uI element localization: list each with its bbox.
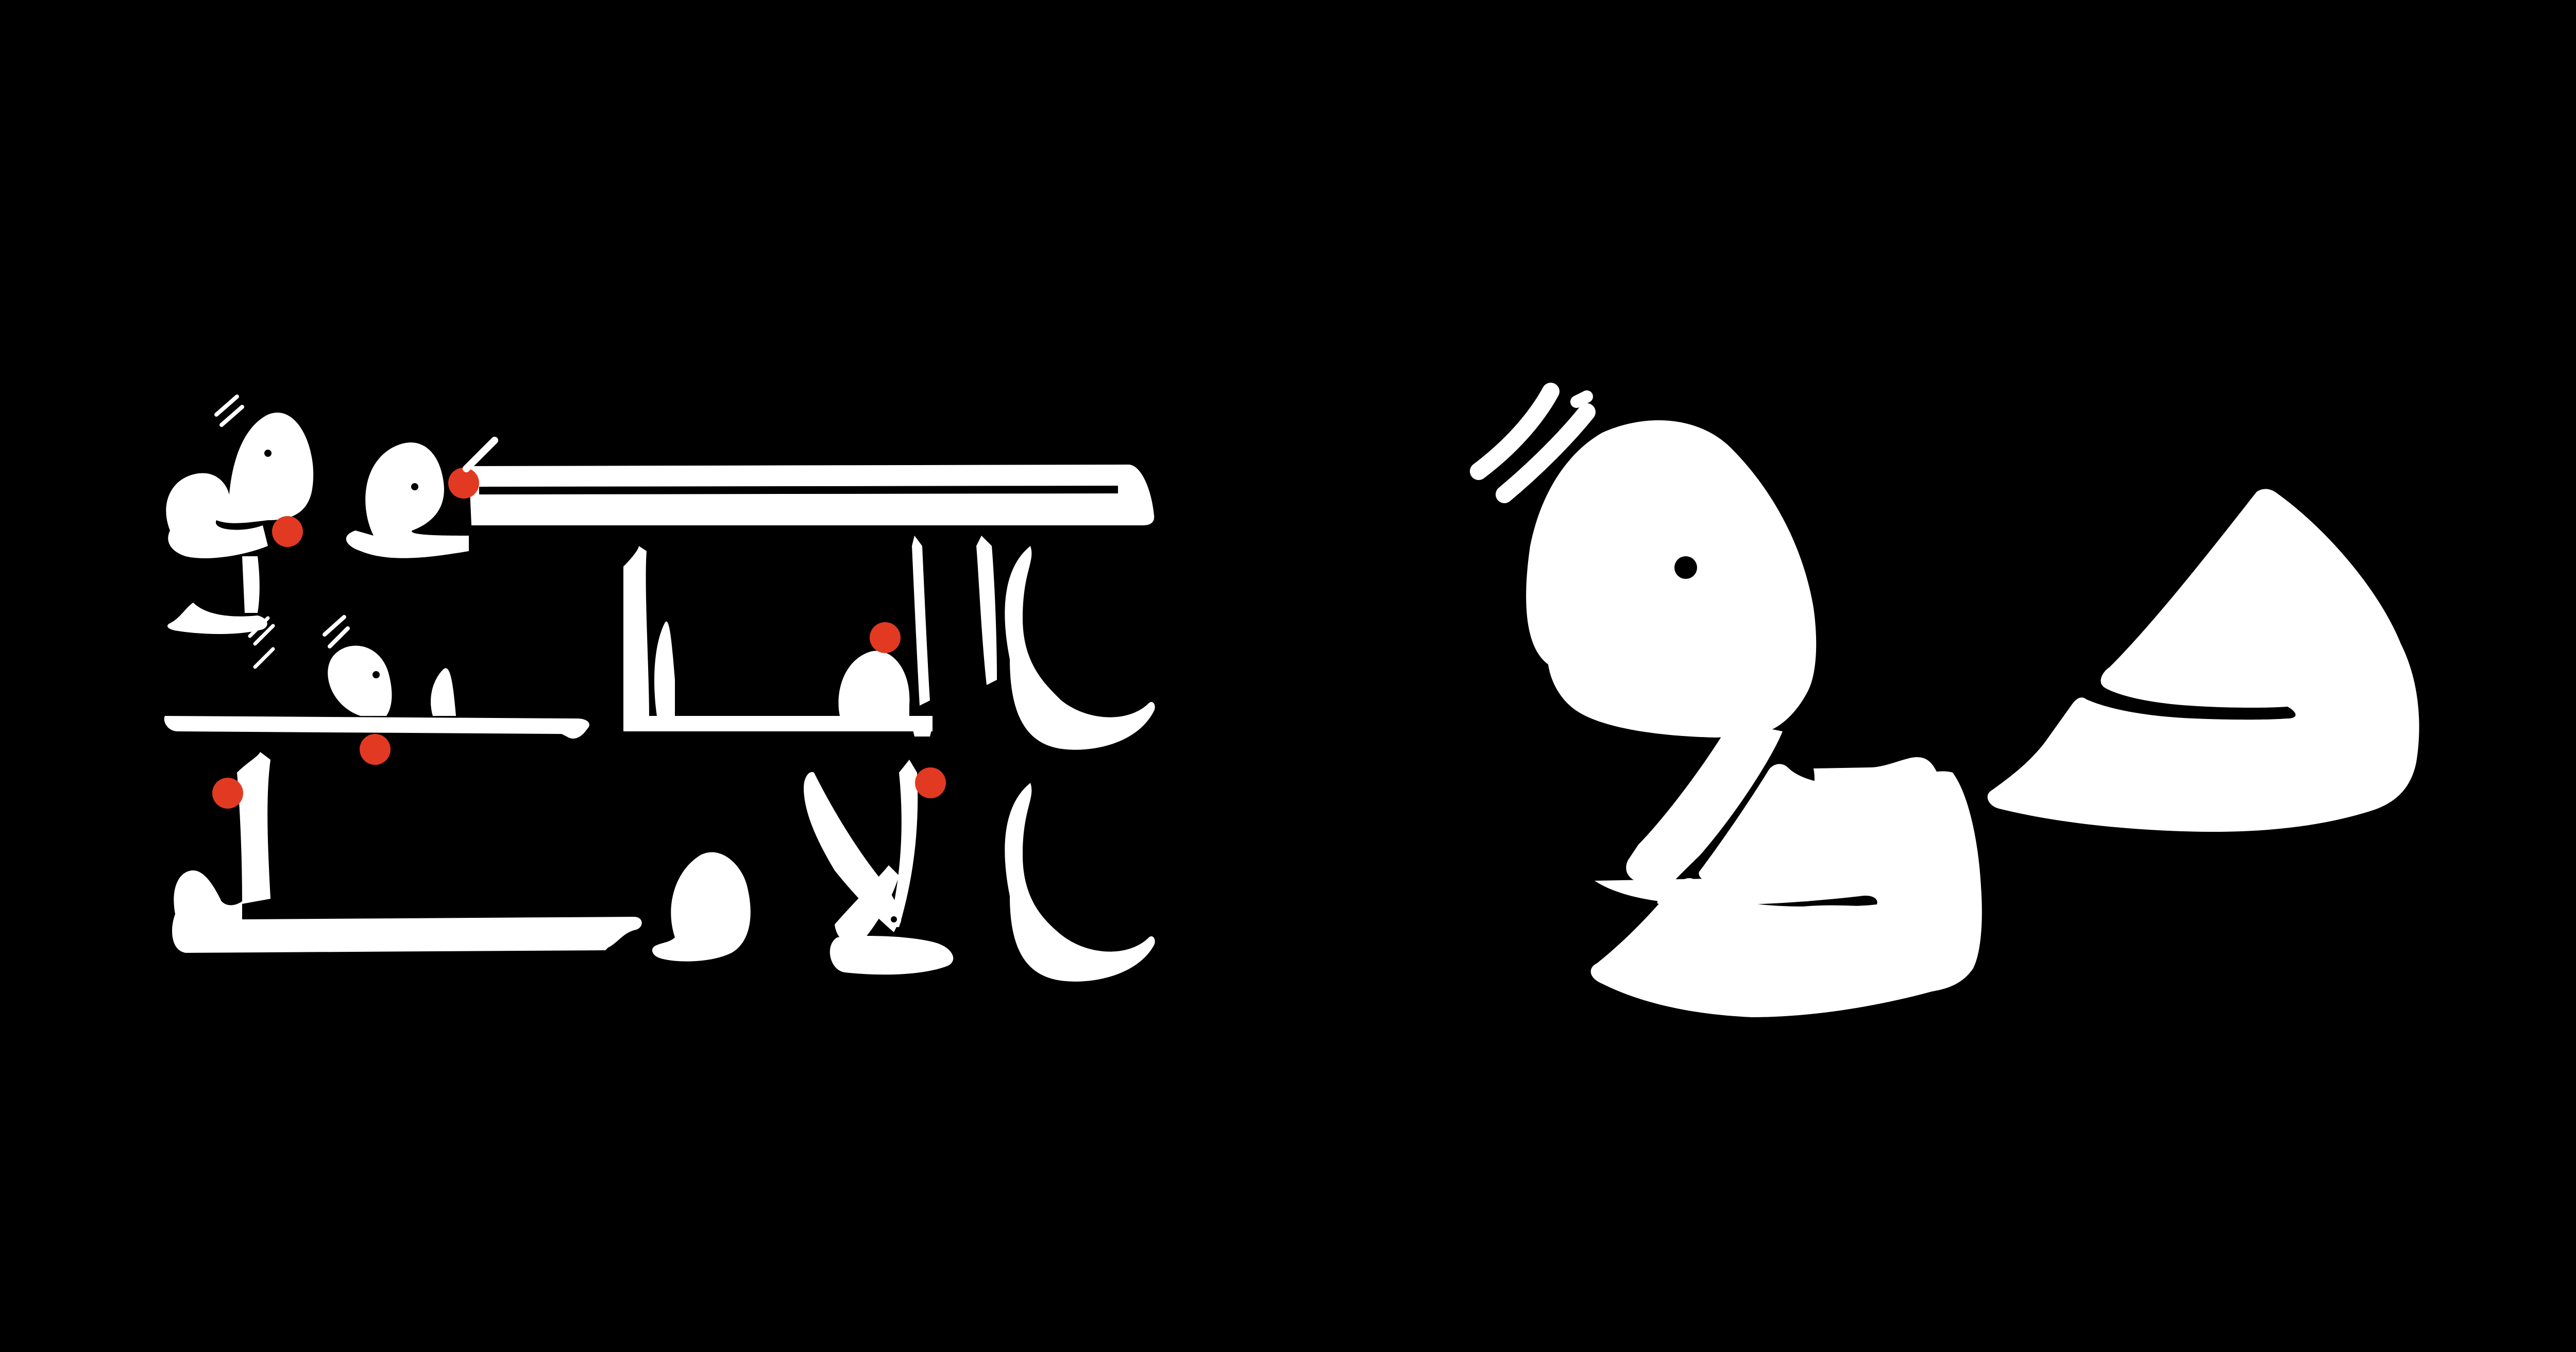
calligraphy-line-2 — [164, 536, 1155, 765]
kashida-bar-line-1 — [469, 465, 1154, 525]
accent-dot — [915, 767, 946, 798]
accent-dot — [360, 734, 391, 765]
accent-dot — [448, 468, 479, 499]
bowl-glyph-line-3 — [1005, 783, 1155, 982]
daal-glyph — [1988, 489, 2419, 832]
accent-dot — [870, 622, 901, 653]
waw-loop — [1526, 420, 1816, 738]
loop-glyph-line-2 — [328, 646, 392, 716]
accent-dot — [212, 778, 243, 809]
bowl-glyph-line-2 — [1005, 546, 1155, 750]
loop-glyph-line-3 — [652, 852, 751, 962]
calligraphy-line-3 — [172, 752, 1155, 982]
loop-glyph-line-1a — [346, 442, 469, 558]
arabic-calligraphy-block-icon — [164, 397, 1155, 982]
accent-dot — [272, 516, 303, 547]
arabic-display-glyph-icon — [1479, 391, 2419, 1017]
